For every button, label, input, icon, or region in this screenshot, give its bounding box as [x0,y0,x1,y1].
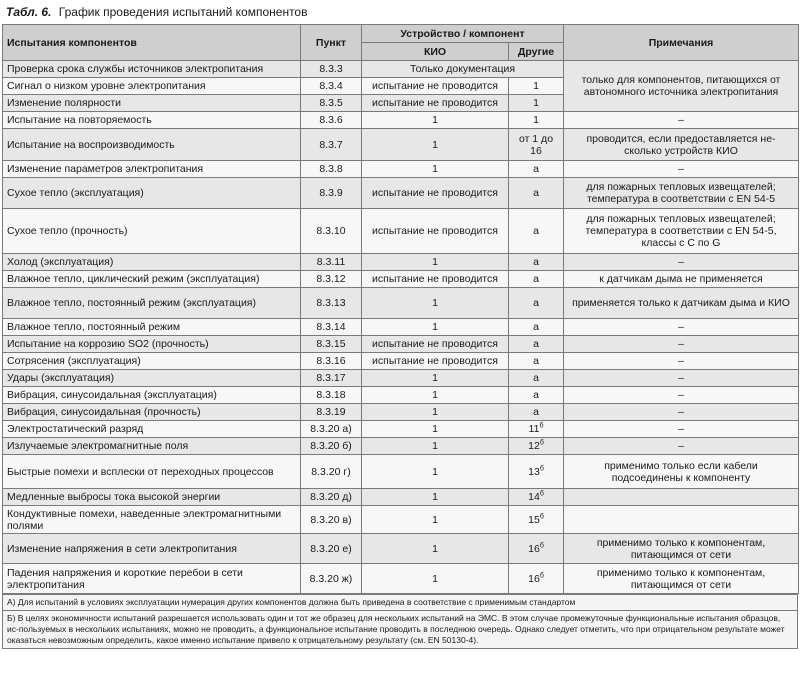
other-value [509,455,564,489]
other-number: 15 [528,513,540,526]
test-name: Изменение напряжения в сети электропитания [3,534,301,564]
note: к датчикам дыма не применяется [564,271,799,288]
test-schedule-table [2,24,799,594]
kio-value: испытание не проводится [362,78,509,95]
kio-value: Только документация [362,61,564,78]
note: – [564,404,799,421]
item-number: 8.3.20 б) [301,438,362,455]
item-number: 8.3.13 [301,288,362,319]
other-value: а [509,353,564,370]
item-number: 8.3.6 [301,112,362,129]
other-value: а [509,288,564,319]
test-name: Сухое тепло (эксплуатация) [3,178,301,209]
table-caption [0,0,800,24]
kio-value: 1 [362,421,509,438]
other-value: 1 [509,95,564,112]
item-number: 8.3.9 [301,178,362,209]
other-value: 1 [509,78,564,95]
note: применимо только если кабели подсоединены к компоненту [564,455,799,489]
kio-value: 1 [362,129,509,161]
item-number: 8.3.20 в) [301,506,362,534]
note: – [564,421,799,438]
item-number: 8.3.15 [301,336,362,353]
other-value: а [509,336,564,353]
other-value [509,506,564,534]
other-value [509,438,564,455]
test-name: Вибрация, синусоидальная (эксплуатация) [3,387,301,404]
other-value: а [509,178,564,209]
other-number: 14 [528,491,540,503]
test-name: Влажное тепло, постоянный режим (эксплуатация) [3,288,301,319]
item-number: 8.3.4 [301,78,362,95]
header-other: Другие [509,43,564,61]
test-name: Влажное тепло, постоянный режим [3,319,301,336]
test-name: Холод (эксплуатация) [3,254,301,271]
other-value: а [509,319,564,336]
note [564,506,799,534]
note: – [564,319,799,336]
footnote-mark: б [539,490,544,498]
footnote-a: А) Для испытаний в условиях эксплуатации нумерация других компонентов должна быть приведена в соответствие с применимым стандартом [2,594,798,611]
kio-value: испытание не проводится [362,336,509,353]
test-name: Сотрясения (эксплуатация) [3,353,301,370]
note: – [564,387,799,404]
item-number: 8.3.3 [301,61,362,78]
other-value: а [509,209,564,254]
note: – [564,336,799,353]
kio-value: испытание не проводится [362,209,509,254]
note: для пожарных тепловых извещателей; температура в соответствии с EN 54-5, классы с С по G [564,209,799,254]
item-number: 8.3.14 [301,319,362,336]
item-number: 8.3.20 д) [301,489,362,506]
kio-value: 1 [362,506,509,534]
header-item: Пункт [301,25,362,61]
other-value: а [509,254,564,271]
kio-value: 1 [362,254,509,271]
item-number: 8.3.5 [301,95,362,112]
other-number: 11 [528,423,540,435]
header-test: Испытания компонентов [3,25,301,61]
note [564,489,799,506]
footnote-mark: б [539,572,544,579]
other-number: 16 [528,542,540,555]
footnote-b: Б) В целях экономичности испытаний разрешается использовать один и тот же образец для нескольких испытаний на ЭМС. В этом случае промежуточные функциональные испытания образцов, ис-пользуемых в нескольких испытаниях, можно не проводить, а функциональное испытание проводить в последнюю очередь. Однако следует отметить, что при отрицательном результате может оказаться невозможным определить, какое именно испытание привело к отрицательному результату (см. EN 50130-4). [2,611,798,649]
item-number: 8.3.8 [301,161,362,178]
other-number: 16 [528,572,540,585]
test-name: Падения напряжения и короткие перебои в сети электропитания [3,564,301,594]
other-value: от 1 до 16 [509,129,564,161]
kio-value: 1 [362,112,509,129]
caption-title: График проведения испытаний компонентов [58,5,308,19]
test-name: Кондуктивные помехи, наведенные электромагнитными полями [3,506,301,534]
test-name: Удары (эксплуатация) [3,370,301,387]
note: – [564,370,799,387]
test-name: Влажное тепло, циклический режим (эксплуатация) [3,271,301,288]
note: – [564,161,799,178]
item-number: 8.3.20 г) [301,455,362,489]
kio-value: испытание не проводится [362,95,509,112]
other-value [509,489,564,506]
header-kio: КИО [362,43,509,61]
test-name: Испытание на коррозию SO2 (прочность) [3,336,301,353]
note: применимо только к компонентам, питающимся от сети [564,534,799,564]
note: только для компонентов, питающихся от автономного источника электропитания [564,61,799,112]
test-name: Изменение параметров электропитания [3,161,301,178]
header-device: Устройство / компонент [362,25,564,43]
other-value [509,564,564,594]
test-name: Испытание на повторяемость [3,112,301,129]
kio-value: 1 [362,387,509,404]
test-name: Электростатический разряд [3,421,301,438]
test-name: Сигнал о низком уровне электропитания [3,78,301,95]
item-number: 8.3.20 ж) [301,564,362,594]
item-number: 8.3.17 [301,370,362,387]
note: проводится, если предоставляется не-сколько устройств КИО [564,129,799,161]
item-number: 8.3.7 [301,129,362,161]
test-name: Излучаемые электромагнитные поля [3,438,301,455]
kio-value: испытание не проводится [362,271,509,288]
other-value: а [509,370,564,387]
other-value: а [509,161,564,178]
footnote-mark: б [539,513,544,520]
note: – [564,438,799,455]
item-number: 8.3.10 [301,209,362,254]
other-value [509,534,564,564]
footnote-mark: б [539,422,544,430]
other-value: а [509,271,564,288]
note: применимо только к компонентам, питающимся от сети [564,564,799,594]
kio-value: испытание не проводится [362,353,509,370]
test-name: Быстрые помехи и всплески от переходных процессов [3,455,301,489]
caption-label: Табл. 6. [6,5,52,19]
kio-value: 1 [362,370,509,387]
item-number: 8.3.12 [301,271,362,288]
note: – [564,112,799,129]
other-value [509,421,564,438]
test-name: Испытание на воспроизводимость [3,129,301,161]
kio-value: 1 [362,455,509,489]
other-number: 13 [528,465,540,478]
note: для пожарных тепловых извещателей; температура в соответствии с EN 54-5 [564,178,799,209]
test-name: Изменение полярности [3,95,301,112]
item-number: 8.3.11 [301,254,362,271]
item-number: 8.3.19 [301,404,362,421]
other-value: а [509,387,564,404]
footnote-mark: б [539,465,544,472]
kio-value: 1 [362,161,509,178]
kio-value: 1 [362,438,509,455]
kio-value: испытание не проводится [362,178,509,209]
test-name: Проверка срока службы источников электропитания [3,61,301,78]
test-name: Сухое тепло (прочность) [3,209,301,254]
footnote-mark: б [539,439,544,447]
note: применяется только к датчикам дыма и КИО [564,288,799,319]
kio-value: 1 [362,404,509,421]
note: – [564,254,799,271]
kio-value: 1 [362,288,509,319]
other-number: 12 [528,440,540,452]
test-name: Медленные выбросы тока высокой энергии [3,489,301,506]
header-notes: Примечания [564,25,799,61]
kio-value: 1 [362,319,509,336]
test-name: Вибрация, синусоидальная (прочность) [3,404,301,421]
kio-value: 1 [362,489,509,506]
kio-value: 1 [362,534,509,564]
kio-value: 1 [362,564,509,594]
other-value: а [509,404,564,421]
item-number: 8.3.18 [301,387,362,404]
note: – [564,353,799,370]
item-number: 8.3.20 а) [301,421,362,438]
item-number: 8.3.16 [301,353,362,370]
item-number: 8.3.20 е) [301,534,362,564]
footnote-mark: б [539,542,544,549]
other-value: 1 [509,112,564,129]
